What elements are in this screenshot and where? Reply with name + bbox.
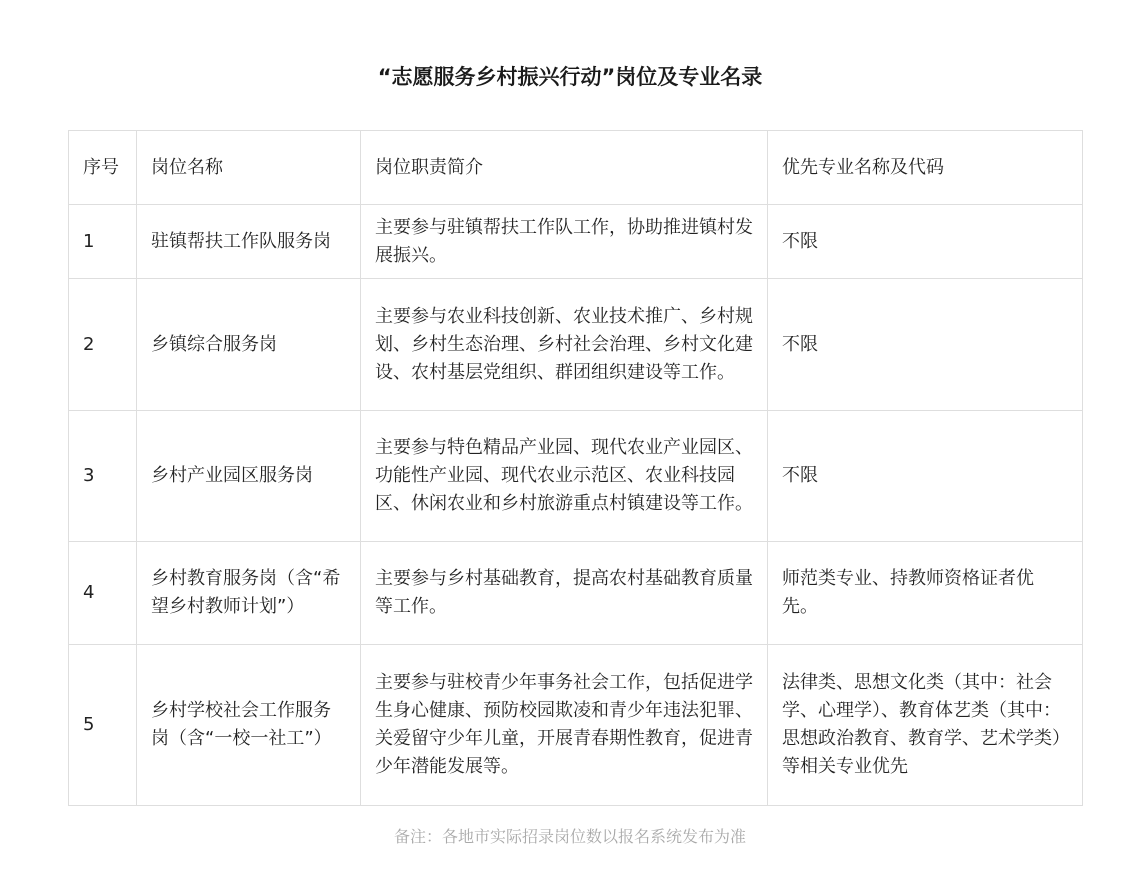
- cell-position: 驻镇帮扶工作队服务岗: [137, 205, 361, 279]
- cell-position: 乡村学校社会工作服务岗（含“一校一社工”）: [137, 645, 361, 806]
- cell-position: 乡村产业园区服务岗: [137, 411, 361, 542]
- table-row: [69, 205, 1083, 279]
- cell-majors: 不限: [768, 205, 1083, 279]
- cell-majors: 不限: [768, 411, 1083, 542]
- cell-majors: 师范类专业、持教师资格证者优先。: [768, 542, 1083, 645]
- footnote: 备注：各地市实际招录岗位数以报名系统发布为准: [393, 827, 746, 846]
- header-cell-majors: 优先专业名称及代码: [768, 131, 1083, 205]
- cell-majors: 不限: [768, 279, 1083, 411]
- header-cell-position: 岗位名称: [137, 131, 361, 205]
- cell-duties: 主要参与农业科技创新、农业技术推广、乡村规划、乡村生态治理、乡村社会治理、乡村文化建设、农村基层党组织、群团组织建设等工作。: [361, 279, 768, 411]
- table-row: [69, 542, 1083, 645]
- cell-duties: 主要参与特色精品产业园、现代农业产业园区、功能性产业园、现代农业示范区、农业科技园区、休闲农业和乡村旅游重点村镇建设等工作。: [361, 411, 768, 542]
- cell-index: 1: [69, 205, 137, 279]
- cell-duties: 主要参与驻镇帮扶工作队工作，协助推进镇村发展振兴。: [361, 205, 768, 279]
- cell-position: 乡村教育服务岗（含“希望乡村教师计划”）: [137, 542, 361, 645]
- cell-position: 乡镇综合服务岗: [137, 279, 361, 411]
- header-cell-duties: 岗位职责简介: [361, 131, 768, 205]
- cell-duties: 主要参与乡村基础教育，提高农村基础教育质量等工作。: [361, 542, 768, 645]
- cell-index: 3: [69, 411, 137, 542]
- cell-index: 4: [69, 542, 137, 645]
- table-header-row: [69, 131, 1083, 205]
- page-title: “志愿服务乡村振兴行动”岗位及专业名录: [377, 65, 763, 89]
- cell-duties: 主要参与驻校青少年事务社会工作，包括促进学生身心健康、预防校园欺凌和青少年违法犯罪、关爱留守少年儿童，开展青春期性教育，促进青少年潜能发展等。: [361, 645, 768, 806]
- cell-index: 2: [69, 279, 137, 411]
- cell-majors: 法律类、思想文化类（其中：社会学、心理学）、教育体艺类（其中：思想政治教育、教育学、艺术学类）等相关专业优先: [768, 645, 1083, 806]
- header-cell-index: 序号: [69, 131, 137, 205]
- table-row: [69, 411, 1083, 542]
- table-row: [69, 645, 1083, 806]
- table-row: [69, 279, 1083, 411]
- positions-table: [68, 130, 1083, 806]
- cell-index: 5: [69, 645, 137, 806]
